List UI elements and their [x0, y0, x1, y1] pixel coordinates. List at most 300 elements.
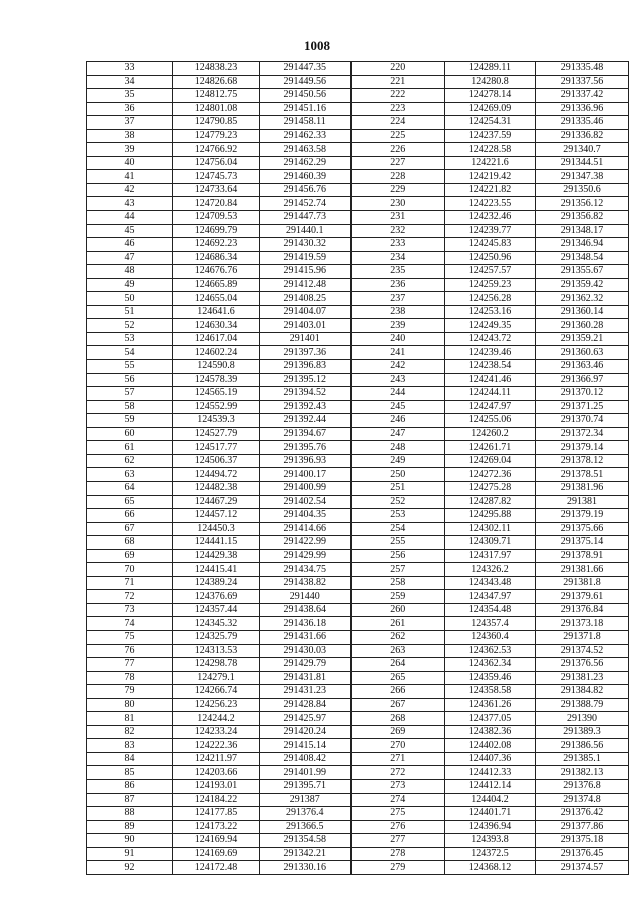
point-number-cell: 43	[87, 197, 173, 211]
point-number-cell: 53	[87, 332, 173, 346]
y-coordinate-cell: 291355.67	[536, 265, 629, 279]
x-coordinate-cell: 124457.12	[173, 509, 260, 523]
y-coordinate-cell: 291385.1	[536, 752, 629, 766]
x-coordinate-cell: 124222.36	[173, 739, 260, 753]
x-coordinate-cell: 124377.05	[445, 712, 536, 726]
y-coordinate-cell: 291337.42	[536, 89, 629, 103]
y-coordinate-cell: 291447.73	[260, 211, 351, 225]
x-coordinate-cell: 124244.2	[173, 712, 260, 726]
x-coordinate-cell: 124354.48	[445, 603, 536, 617]
y-coordinate-cell: 291330.16	[260, 861, 351, 875]
x-coordinate-cell: 124517.77	[173, 441, 260, 455]
y-coordinate-cell: 291360.14	[536, 305, 629, 319]
y-coordinate-cell: 291348.54	[536, 251, 629, 265]
y-coordinate-cell: 291403.01	[260, 319, 351, 333]
x-coordinate-cell: 124279.1	[173, 671, 260, 685]
point-number-cell: 264	[351, 658, 445, 672]
table-row	[87, 265, 629, 279]
point-number-cell: 87	[87, 793, 173, 807]
x-coordinate-cell: 124407.36	[445, 752, 536, 766]
y-coordinate-cell: 291463.58	[260, 143, 351, 157]
table-row	[87, 766, 629, 780]
y-coordinate-cell: 291440.1	[260, 224, 351, 238]
y-coordinate-cell: 291462.33	[260, 129, 351, 143]
x-coordinate-cell: 124275.28	[445, 481, 536, 495]
x-coordinate-cell: 124172.48	[173, 861, 260, 875]
y-coordinate-cell: 291415.14	[260, 739, 351, 753]
x-coordinate-cell: 124193.01	[173, 779, 260, 793]
x-coordinate-cell: 124766.92	[173, 143, 260, 157]
point-number-cell: 278	[351, 847, 445, 861]
y-coordinate-cell: 291372.34	[536, 427, 629, 441]
x-coordinate-cell: 124233.24	[173, 725, 260, 739]
point-number-cell: 69	[87, 549, 173, 563]
point-number-cell: 257	[351, 563, 445, 577]
x-coordinate-cell: 124733.64	[173, 183, 260, 197]
x-coordinate-cell: 124359.46	[445, 671, 536, 685]
table-row	[87, 332, 629, 346]
point-number-cell: 38	[87, 129, 173, 143]
table-row	[87, 590, 629, 604]
x-coordinate-cell: 124578.39	[173, 373, 260, 387]
y-coordinate-cell: 291347.38	[536, 170, 629, 184]
y-coordinate-cell: 291348.17	[536, 224, 629, 238]
x-coordinate-cell: 124838.23	[173, 62, 260, 76]
y-coordinate-cell: 291389.3	[536, 725, 629, 739]
x-coordinate-cell: 124266.74	[173, 685, 260, 699]
y-coordinate-cell: 291377.86	[536, 820, 629, 834]
x-coordinate-cell: 124254.31	[445, 116, 536, 130]
point-number-cell: 228	[351, 170, 445, 184]
x-coordinate-cell: 124256.23	[173, 698, 260, 712]
x-coordinate-cell: 124552.99	[173, 400, 260, 414]
x-coordinate-cell: 124253.16	[445, 305, 536, 319]
point-number-cell: 277	[351, 834, 445, 848]
table-row	[87, 617, 629, 631]
y-coordinate-cell: 291430.03	[260, 644, 351, 658]
point-number-cell: 273	[351, 779, 445, 793]
point-number-cell: 42	[87, 183, 173, 197]
x-coordinate-cell: 124429.38	[173, 549, 260, 563]
y-coordinate-cell: 291430.32	[260, 238, 351, 252]
point-number-cell: 232	[351, 224, 445, 238]
y-coordinate-cell: 291449.56	[260, 75, 351, 89]
y-coordinate-cell: 291434.75	[260, 563, 351, 577]
table-row	[87, 143, 629, 157]
point-number-cell: 242	[351, 360, 445, 374]
x-coordinate-cell: 124261.71	[445, 441, 536, 455]
point-number-cell: 271	[351, 752, 445, 766]
point-number-cell: 252	[351, 495, 445, 509]
y-coordinate-cell: 291371.25	[536, 400, 629, 414]
x-coordinate-cell: 124361.26	[445, 698, 536, 712]
y-coordinate-cell: 291366.5	[260, 820, 351, 834]
point-number-cell: 227	[351, 156, 445, 170]
y-coordinate-cell: 291408.42	[260, 752, 351, 766]
x-coordinate-cell: 124602.24	[173, 346, 260, 360]
x-coordinate-cell: 124269.04	[445, 454, 536, 468]
table-row	[87, 820, 629, 834]
point-number-cell: 234	[351, 251, 445, 265]
point-number-cell: 92	[87, 861, 173, 875]
y-coordinate-cell: 291370.74	[536, 414, 629, 428]
y-coordinate-cell: 291390	[536, 712, 629, 726]
y-coordinate-cell: 291359.21	[536, 332, 629, 346]
y-coordinate-cell: 291431.81	[260, 671, 351, 685]
y-coordinate-cell: 291400.17	[260, 468, 351, 482]
y-coordinate-cell: 291392.44	[260, 414, 351, 428]
table-row	[87, 116, 629, 130]
x-coordinate-cell: 124362.34	[445, 658, 536, 672]
x-coordinate-cell: 124494.72	[173, 468, 260, 482]
x-coordinate-cell: 124289.11	[445, 62, 536, 76]
y-coordinate-cell: 291420.24	[260, 725, 351, 739]
point-number-cell: 36	[87, 102, 173, 116]
point-number-cell: 89	[87, 820, 173, 834]
y-coordinate-cell: 291431.23	[260, 685, 351, 699]
x-coordinate-cell: 124173.22	[173, 820, 260, 834]
x-coordinate-cell: 124506.37	[173, 454, 260, 468]
table-row	[87, 630, 629, 644]
y-coordinate-cell: 291401.99	[260, 766, 351, 780]
x-coordinate-cell: 124169.69	[173, 847, 260, 861]
x-coordinate-cell: 124801.08	[173, 102, 260, 116]
point-number-cell: 45	[87, 224, 173, 238]
table-row	[87, 549, 629, 563]
x-coordinate-cell: 124232.46	[445, 211, 536, 225]
table-row	[87, 481, 629, 495]
point-number-cell: 57	[87, 387, 173, 401]
y-coordinate-cell: 291438.64	[260, 603, 351, 617]
x-coordinate-cell: 124692.23	[173, 238, 260, 252]
y-coordinate-cell: 291379.14	[536, 441, 629, 455]
point-number-cell: 235	[351, 265, 445, 279]
y-coordinate-cell: 291429.99	[260, 549, 351, 563]
x-coordinate-cell: 124441.15	[173, 536, 260, 550]
table-row	[87, 75, 629, 89]
point-number-cell: 55	[87, 360, 173, 374]
table-row	[87, 102, 629, 116]
point-number-cell: 240	[351, 332, 445, 346]
point-number-cell: 260	[351, 603, 445, 617]
y-coordinate-cell: 291428.84	[260, 698, 351, 712]
x-coordinate-cell: 124641.6	[173, 305, 260, 319]
y-coordinate-cell: 291375.66	[536, 522, 629, 536]
y-coordinate-cell: 291395.12	[260, 373, 351, 387]
point-number-cell: 256	[351, 549, 445, 563]
x-coordinate-cell: 124812.75	[173, 89, 260, 103]
point-number-cell: 231	[351, 211, 445, 225]
y-coordinate-cell: 291404.35	[260, 509, 351, 523]
point-number-cell: 243	[351, 373, 445, 387]
y-coordinate-cell: 291342.21	[260, 847, 351, 861]
point-number-cell: 50	[87, 292, 173, 306]
table-row	[87, 793, 629, 807]
point-number-cell: 221	[351, 75, 445, 89]
point-number-cell: 239	[351, 319, 445, 333]
x-coordinate-cell: 124269.09	[445, 102, 536, 116]
x-coordinate-cell: 124256.28	[445, 292, 536, 306]
point-number-cell: 236	[351, 278, 445, 292]
point-number-cell: 52	[87, 319, 173, 333]
point-number-cell: 78	[87, 671, 173, 685]
x-coordinate-cell: 124247.97	[445, 400, 536, 414]
table-row	[87, 495, 629, 509]
y-coordinate-cell: 291370.12	[536, 387, 629, 401]
point-number-cell: 71	[87, 576, 173, 590]
point-number-cell: 267	[351, 698, 445, 712]
table-row	[87, 834, 629, 848]
y-coordinate-cell: 291356.12	[536, 197, 629, 211]
x-coordinate-cell: 124617.04	[173, 332, 260, 346]
point-number-cell: 276	[351, 820, 445, 834]
x-coordinate-cell: 124298.78	[173, 658, 260, 672]
y-coordinate-cell: 291460.39	[260, 170, 351, 184]
x-coordinate-cell: 124396.94	[445, 820, 536, 834]
x-coordinate-cell: 124239.46	[445, 346, 536, 360]
x-coordinate-cell: 124278.14	[445, 89, 536, 103]
x-coordinate-cell: 124362.53	[445, 644, 536, 658]
table-row	[87, 360, 629, 374]
x-coordinate-cell: 124393.8	[445, 834, 536, 848]
point-number-cell: 35	[87, 89, 173, 103]
point-number-cell: 251	[351, 481, 445, 495]
point-number-cell: 84	[87, 752, 173, 766]
table-row	[87, 698, 629, 712]
table-row	[87, 170, 629, 184]
point-number-cell: 222	[351, 89, 445, 103]
coordinate-table	[86, 61, 629, 875]
table-row	[87, 414, 629, 428]
y-coordinate-cell: 291402.54	[260, 495, 351, 509]
x-coordinate-cell: 124211.97	[173, 752, 260, 766]
y-coordinate-cell: 291384.82	[536, 685, 629, 699]
x-coordinate-cell: 124287.82	[445, 495, 536, 509]
point-number-cell: 279	[351, 861, 445, 875]
y-coordinate-cell: 291360.63	[536, 346, 629, 360]
x-coordinate-cell: 124412.14	[445, 779, 536, 793]
point-number-cell: 41	[87, 170, 173, 184]
x-coordinate-cell: 124257.57	[445, 265, 536, 279]
point-number-cell: 244	[351, 387, 445, 401]
y-coordinate-cell: 291404.07	[260, 305, 351, 319]
y-coordinate-cell: 291356.82	[536, 211, 629, 225]
table-row	[87, 319, 629, 333]
y-coordinate-cell: 291373.18	[536, 617, 629, 631]
y-coordinate-cell: 291386.56	[536, 739, 629, 753]
point-number-cell: 47	[87, 251, 173, 265]
y-coordinate-cell: 291387	[260, 793, 351, 807]
point-number-cell: 255	[351, 536, 445, 550]
x-coordinate-cell: 124415.41	[173, 563, 260, 577]
x-coordinate-cell: 124309.71	[445, 536, 536, 550]
x-coordinate-cell: 124184.22	[173, 793, 260, 807]
point-number-cell: 86	[87, 779, 173, 793]
point-number-cell: 275	[351, 807, 445, 821]
x-coordinate-cell: 124699.79	[173, 224, 260, 238]
y-coordinate-cell: 291395.71	[260, 779, 351, 793]
x-coordinate-cell: 124302.11	[445, 522, 536, 536]
x-coordinate-cell: 124228.58	[445, 143, 536, 157]
y-coordinate-cell: 291414.66	[260, 522, 351, 536]
x-coordinate-cell: 124539.3	[173, 414, 260, 428]
table-row	[87, 522, 629, 536]
point-number-cell: 246	[351, 414, 445, 428]
y-coordinate-cell: 291378.12	[536, 454, 629, 468]
y-coordinate-cell: 291422.99	[260, 536, 351, 550]
table-body	[87, 62, 629, 875]
y-coordinate-cell: 291425.97	[260, 712, 351, 726]
point-number-cell: 225	[351, 129, 445, 143]
y-coordinate-cell: 291376.56	[536, 658, 629, 672]
point-number-cell: 254	[351, 522, 445, 536]
table-row	[87, 278, 629, 292]
y-coordinate-cell: 291419.59	[260, 251, 351, 265]
table-row	[87, 89, 629, 103]
y-coordinate-cell: 291376.4	[260, 807, 351, 821]
x-coordinate-cell: 124382.36	[445, 725, 536, 739]
point-number-cell: 34	[87, 75, 173, 89]
point-number-cell: 274	[351, 793, 445, 807]
y-coordinate-cell: 291392.43	[260, 400, 351, 414]
x-coordinate-cell: 124756.04	[173, 156, 260, 170]
point-number-cell: 238	[351, 305, 445, 319]
x-coordinate-cell: 124709.53	[173, 211, 260, 225]
table-row	[87, 373, 629, 387]
y-coordinate-cell: 291336.82	[536, 129, 629, 143]
point-number-cell: 241	[351, 346, 445, 360]
y-coordinate-cell: 291340.7	[536, 143, 629, 157]
point-number-cell: 249	[351, 454, 445, 468]
y-coordinate-cell: 291335.48	[536, 62, 629, 76]
point-number-cell: 48	[87, 265, 173, 279]
table-row	[87, 468, 629, 482]
x-coordinate-cell: 124239.77	[445, 224, 536, 238]
point-number-cell: 91	[87, 847, 173, 861]
x-coordinate-cell: 124343.48	[445, 576, 536, 590]
x-coordinate-cell: 124372.5	[445, 847, 536, 861]
y-coordinate-cell: 291381.23	[536, 671, 629, 685]
y-coordinate-cell: 291447.35	[260, 62, 351, 76]
y-coordinate-cell: 291359.42	[536, 278, 629, 292]
point-number-cell: 261	[351, 617, 445, 631]
point-number-cell: 65	[87, 495, 173, 509]
x-coordinate-cell: 124249.35	[445, 319, 536, 333]
point-number-cell: 226	[351, 143, 445, 157]
y-coordinate-cell: 291376.45	[536, 847, 629, 861]
x-coordinate-cell: 124779.23	[173, 129, 260, 143]
x-coordinate-cell: 124790.85	[173, 116, 260, 130]
x-coordinate-cell: 124467.29	[173, 495, 260, 509]
point-number-cell: 76	[87, 644, 173, 658]
y-coordinate-cell: 291337.56	[536, 75, 629, 89]
point-number-cell: 258	[351, 576, 445, 590]
point-number-cell: 233	[351, 238, 445, 252]
x-coordinate-cell: 124347.97	[445, 590, 536, 604]
point-number-cell: 269	[351, 725, 445, 739]
point-number-cell: 63	[87, 468, 173, 482]
point-number-cell: 33	[87, 62, 173, 76]
point-number-cell: 75	[87, 630, 173, 644]
y-coordinate-cell: 291350.6	[536, 183, 629, 197]
point-number-cell: 79	[87, 685, 173, 699]
x-coordinate-cell: 124482.38	[173, 481, 260, 495]
point-number-cell: 247	[351, 427, 445, 441]
x-coordinate-cell: 124221.6	[445, 156, 536, 170]
x-coordinate-cell: 124169.94	[173, 834, 260, 848]
y-coordinate-cell: 291379.19	[536, 509, 629, 523]
point-number-cell: 64	[87, 481, 173, 495]
x-coordinate-cell: 124223.55	[445, 197, 536, 211]
point-number-cell: 60	[87, 427, 173, 441]
point-number-cell: 44	[87, 211, 173, 225]
table-row	[87, 197, 629, 211]
y-coordinate-cell: 291360.28	[536, 319, 629, 333]
y-coordinate-cell: 291381.96	[536, 481, 629, 495]
y-coordinate-cell: 291374.52	[536, 644, 629, 658]
x-coordinate-cell: 124450.3	[173, 522, 260, 536]
point-number-cell: 56	[87, 373, 173, 387]
x-coordinate-cell: 124745.73	[173, 170, 260, 184]
y-coordinate-cell: 291395.76	[260, 441, 351, 455]
point-number-cell: 37	[87, 116, 173, 130]
y-coordinate-cell: 291462.29	[260, 156, 351, 170]
point-number-cell: 61	[87, 441, 173, 455]
point-number-cell: 253	[351, 509, 445, 523]
table-row	[87, 211, 629, 225]
table-row	[87, 387, 629, 401]
y-coordinate-cell: 291401	[260, 332, 351, 346]
point-number-cell: 59	[87, 414, 173, 428]
point-number-cell: 80	[87, 698, 173, 712]
y-coordinate-cell: 291396.93	[260, 454, 351, 468]
x-coordinate-cell: 124565.19	[173, 387, 260, 401]
page-number: 1008	[304, 38, 330, 53]
point-number-cell: 229	[351, 183, 445, 197]
point-number-cell: 49	[87, 278, 173, 292]
y-coordinate-cell: 291451.16	[260, 102, 351, 116]
y-coordinate-cell: 291379.61	[536, 590, 629, 604]
table-row	[87, 251, 629, 265]
x-coordinate-cell: 124313.53	[173, 644, 260, 658]
x-coordinate-cell: 124317.97	[445, 549, 536, 563]
x-coordinate-cell: 124345.32	[173, 617, 260, 631]
y-coordinate-cell: 291374.8	[536, 793, 629, 807]
x-coordinate-cell: 124655.04	[173, 292, 260, 306]
y-coordinate-cell: 291400.99	[260, 481, 351, 495]
y-coordinate-cell: 291371.8	[536, 630, 629, 644]
table-row	[87, 292, 629, 306]
y-coordinate-cell: 291408.25	[260, 292, 351, 306]
point-number-cell: 224	[351, 116, 445, 130]
point-number-cell: 237	[351, 292, 445, 306]
table-row	[87, 685, 629, 699]
table-row	[87, 427, 629, 441]
x-coordinate-cell: 124272.36	[445, 468, 536, 482]
y-coordinate-cell: 291438.82	[260, 576, 351, 590]
table-row	[87, 576, 629, 590]
point-number-cell: 40	[87, 156, 173, 170]
table-row	[87, 644, 629, 658]
x-coordinate-cell: 124241.46	[445, 373, 536, 387]
x-coordinate-cell: 124244.11	[445, 387, 536, 401]
point-number-cell: 70	[87, 563, 173, 577]
y-coordinate-cell: 291436.18	[260, 617, 351, 631]
x-coordinate-cell: 124177.85	[173, 807, 260, 821]
y-coordinate-cell: 291452.74	[260, 197, 351, 211]
table-row	[87, 183, 629, 197]
y-coordinate-cell: 291336.96	[536, 102, 629, 116]
